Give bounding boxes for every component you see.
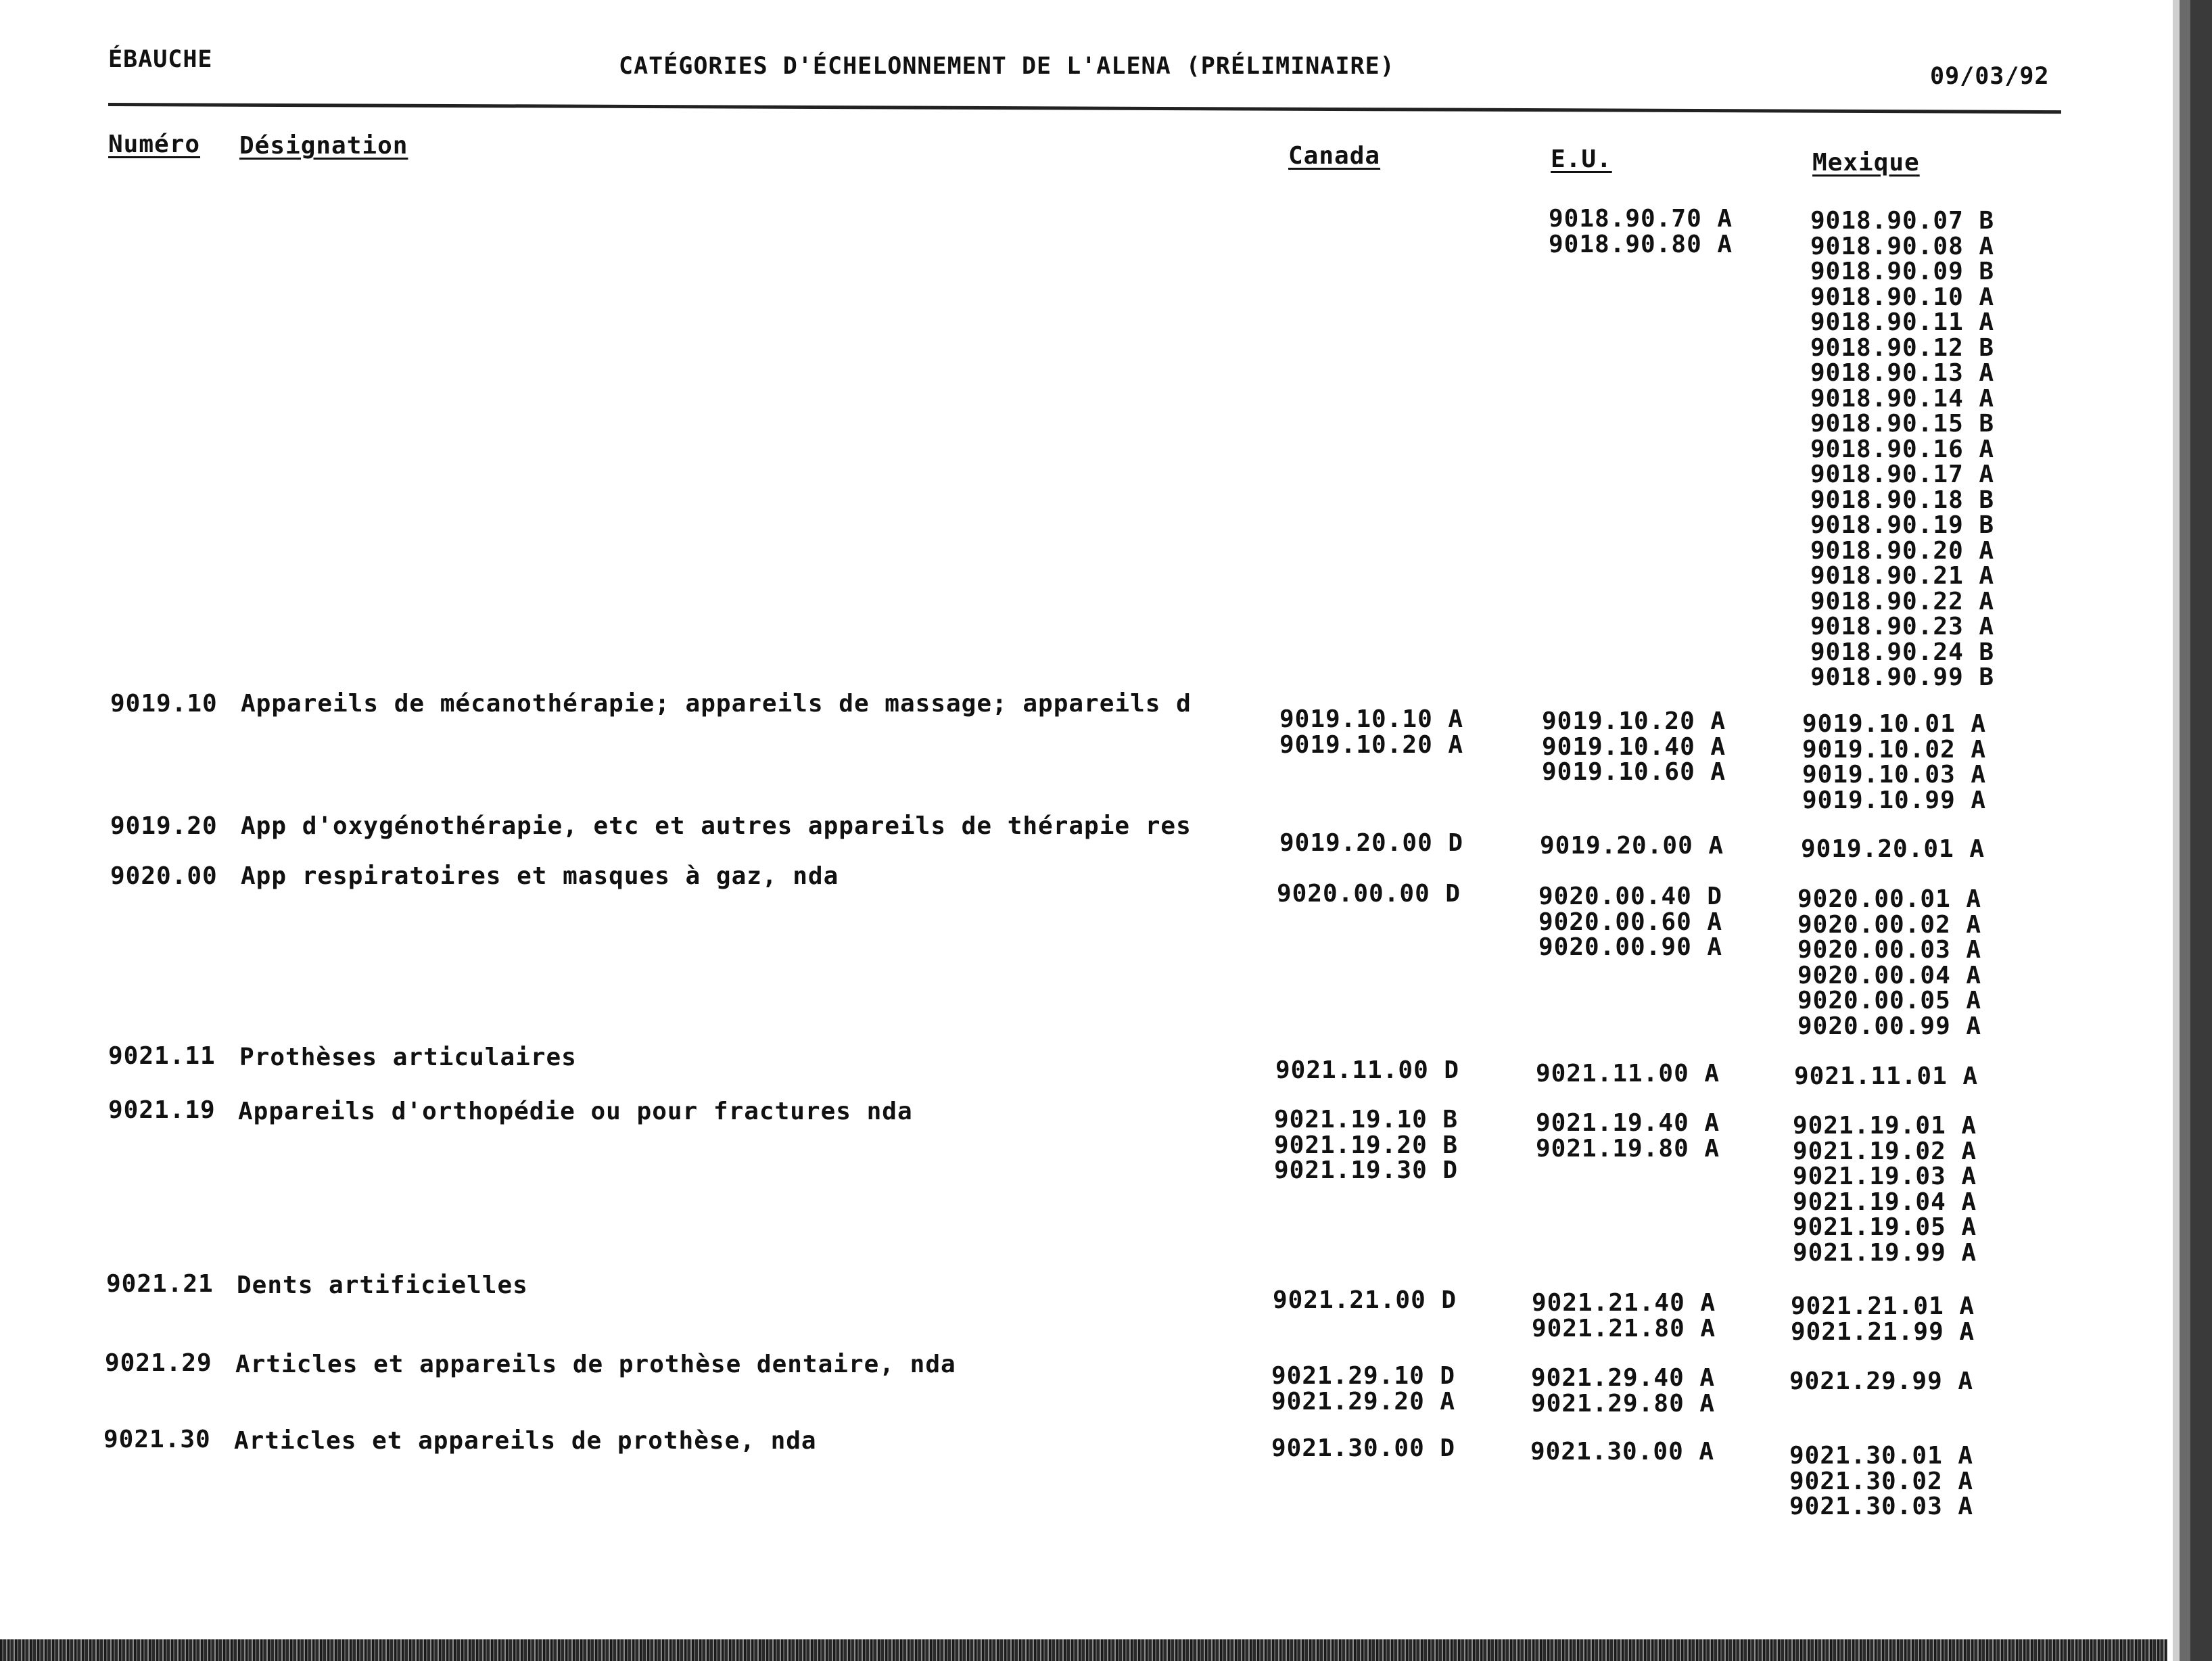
mexique-code: 9021.19.99 A	[1793, 1239, 1977, 1267]
canada-code: 9021.21.00 D	[1273, 1286, 1457, 1314]
mexique-code: 9018.90.15 B	[1810, 410, 1995, 438]
row-number: 9021.19	[108, 1096, 216, 1124]
row-number: 9021.30	[103, 1426, 211, 1453]
canada-code: 9021.29.10 D	[1271, 1362, 1456, 1390]
row-number: 9019.20	[110, 812, 218, 840]
mexique-code: 9018.90.17 A	[1810, 461, 1995, 488]
mexique-code: 9021.29.99 A	[1789, 1367, 1974, 1395]
eu-code: 9021.19.80 A	[1536, 1135, 1720, 1163]
mexique-code: 9018.90.08 A	[1810, 233, 1995, 260]
eu-code: 9018.90.80 A	[1549, 231, 1733, 258]
mexique-code: 9018.90.22 A	[1810, 588, 1995, 615]
eu-code: 9021.29.40 A	[1531, 1364, 1716, 1392]
mexique-code: 9021.30.01 A	[1789, 1442, 1974, 1470]
mexique-code: 9018.90.12 B	[1810, 334, 1995, 362]
eu-code: 9021.29.80 A	[1531, 1390, 1716, 1418]
mexique-code: 9020.00.02 A	[1797, 911, 1982, 939]
document-date: 09/03/92	[1930, 63, 2050, 90]
canada-code: 9019.20.00 D	[1279, 829, 1464, 857]
eu-code: 9018.90.70 A	[1549, 205, 1733, 233]
mexique-code: 9021.21.01 A	[1791, 1292, 1975, 1320]
mexique-code: 9019.10.01 A	[1802, 710, 1987, 738]
mexique-code: 9018.90.24 B	[1810, 638, 1995, 666]
eu-code: 9019.20.00 A	[1540, 832, 1724, 860]
canada-code: 9021.30.00 D	[1271, 1434, 1456, 1462]
mexique-code: 9018.90.10 A	[1810, 283, 1995, 311]
canada-code: 9021.19.30 D	[1274, 1156, 1459, 1184]
row-number: 9019.10	[110, 690, 218, 718]
canada-code: 9021.19.10 B	[1274, 1106, 1459, 1133]
row-designation: Appareils d'orthopédie ou pour fractures nda	[238, 1098, 913, 1125]
mexique-code: 9018.90.14 A	[1810, 385, 1995, 413]
column-header-eu: E.U.	[1551, 145, 1612, 173]
mexique-code: 9021.30.03 A	[1789, 1493, 1974, 1520]
mexique-code: 9018.90.20 A	[1810, 537, 1995, 565]
canada-code: 9021.11.00 D	[1275, 1056, 1460, 1084]
scan-edge-right	[2167, 0, 2212, 1661]
mexique-code: 9021.19.01 A	[1793, 1112, 1977, 1140]
eu-code: 9021.21.40 A	[1532, 1289, 1716, 1317]
mexique-code: 9018.90.16 A	[1810, 436, 1995, 463]
eu-code: 9021.19.40 A	[1536, 1109, 1720, 1137]
mexique-code: 9021.19.02 A	[1793, 1138, 1977, 1165]
mexique-code: 9018.90.19 B	[1810, 511, 1995, 539]
mexique-code: 9018.90.23 A	[1810, 613, 1995, 640]
eu-code: 9021.30.00 A	[1530, 1438, 1715, 1466]
mexique-code: 9018.90.21 A	[1810, 562, 1995, 590]
row-designation: App respiratoires et masques à gaz, nda	[241, 862, 839, 890]
row-designation: Prothèses articulaires	[239, 1044, 577, 1071]
eu-code: 9020.00.40 D	[1538, 883, 1723, 910]
mexique-code: 9018.90.07 B	[1810, 207, 1995, 235]
canada-code: 9021.19.20 B	[1274, 1131, 1459, 1159]
row-designation: Appareils de mécanothérapie; appareils de massage; appareils d	[241, 690, 1192, 718]
eu-code: 9021.21.80 A	[1532, 1315, 1716, 1342]
header-rule	[108, 103, 2061, 114]
column-header-designation: Désignation	[239, 132, 408, 160]
mexique-code: 9021.30.02 A	[1789, 1468, 1974, 1495]
mexique-code: 9020.00.01 A	[1797, 885, 1982, 913]
row-designation: Articles et appareils de prothèse dentaire, nda	[235, 1351, 956, 1378]
mexique-code: 9018.90.13 A	[1810, 359, 1995, 387]
row-designation: App d'oxygénothérapie, etc et autres appareils de thérapie res	[241, 812, 1192, 840]
mexique-code: 9018.90.09 B	[1810, 258, 1995, 285]
eu-code: 9020.00.90 A	[1538, 933, 1723, 961]
mexique-code: 9018.90.99 B	[1810, 663, 1995, 691]
mexique-code: 9020.00.05 A	[1797, 987, 1982, 1014]
eu-code: 9019.10.60 A	[1542, 758, 1726, 786]
mexique-code: 9020.00.99 A	[1797, 1012, 1982, 1040]
row-number: 9021.21	[106, 1270, 214, 1298]
row-number: 9021.11	[108, 1042, 216, 1070]
column-header-mexique: Mexique	[1812, 149, 1920, 177]
mexique-code: 9021.11.01 A	[1794, 1062, 1979, 1090]
scan-edge-bottom	[0, 1639, 2212, 1661]
mexique-code: 9021.21.99 A	[1791, 1318, 1975, 1346]
row-number: 9020.00	[110, 862, 218, 890]
eu-code: 9021.11.00 A	[1536, 1060, 1720, 1087]
mexique-code: 9019.10.02 A	[1802, 736, 1987, 764]
mexique-code: 9019.20.01 A	[1801, 835, 1985, 863]
document-title: CATÉGORIES D'ÉCHELONNEMENT DE L'ALENA (PRÉLIMINAIRE)	[619, 53, 1395, 80]
eu-code: 9019.10.40 A	[1542, 733, 1726, 761]
mexique-code: 9018.90.11 A	[1810, 308, 1995, 336]
mexique-code: 9019.10.99 A	[1802, 787, 1987, 814]
mexique-code: 9021.19.05 A	[1793, 1213, 1977, 1241]
mexique-code: 9019.10.03 A	[1802, 761, 1987, 789]
mexique-code: 9018.90.18 B	[1810, 486, 1995, 514]
mexique-code: 9020.00.04 A	[1797, 962, 1982, 989]
canada-code: 9019.10.20 A	[1279, 731, 1464, 759]
canada-code: 9020.00.00 D	[1277, 880, 1461, 908]
draft-label: ÉBAUCHE	[108, 46, 213, 73]
mexique-code: 9020.00.03 A	[1797, 936, 1982, 964]
canada-code: 9019.10.10 A	[1279, 705, 1464, 733]
mexique-code: 9021.19.04 A	[1793, 1188, 1977, 1216]
row-number: 9021.29	[105, 1349, 212, 1377]
eu-code: 9020.00.60 A	[1538, 908, 1723, 936]
row-designation: Articles et appareils de prothèse, nda	[234, 1427, 817, 1455]
canada-code: 9021.29.20 A	[1271, 1388, 1456, 1416]
column-header-canada: Canada	[1288, 142, 1381, 170]
row-designation: Dents artificielles	[237, 1271, 528, 1299]
column-header-numero: Numéro	[108, 131, 201, 158]
mexique-code: 9021.19.03 A	[1793, 1163, 1977, 1190]
eu-code: 9019.10.20 A	[1542, 707, 1726, 735]
